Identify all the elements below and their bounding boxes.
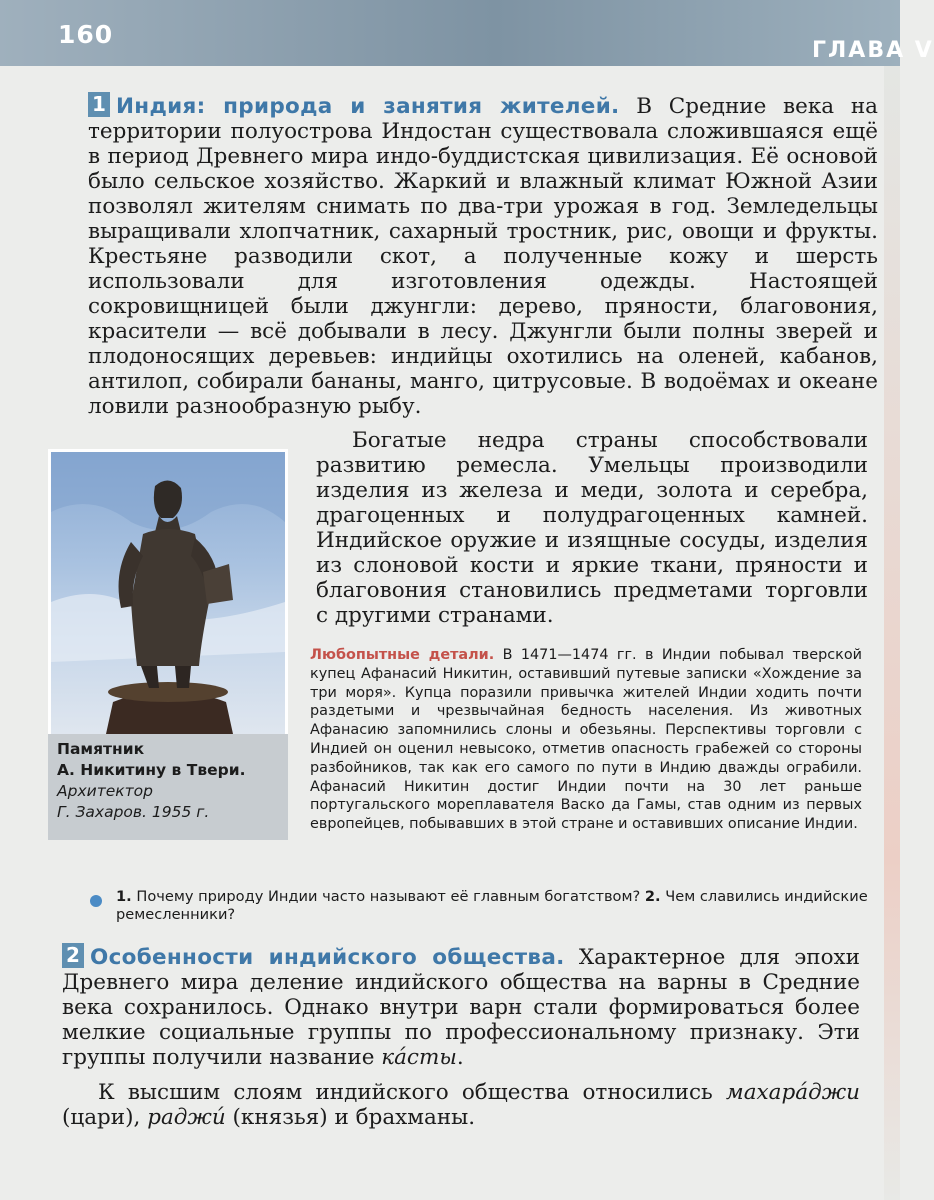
review-questions — [116, 888, 882, 924]
page-header — [0, 0, 934, 66]
curious-details-box — [310, 646, 862, 834]
section-1-paragraph-1 — [88, 92, 878, 419]
caption-architect-label: Архитектор — [57, 782, 153, 800]
caption-title-line-2: А. Никитину в Твери. — [57, 761, 246, 779]
question-1-text: Почему природу Индии часто называют её главным богатством? — [131, 888, 645, 905]
section-2-paragraph-2 — [62, 1080, 860, 1130]
question-1-number: 1. — [116, 888, 132, 905]
section-2-text-a: Характерное для эпохи Древнего мира деление индийского общества на варны в Средние века сохранилось. Однако внутри варн стали формироваться более мелкие социальные группы по профессиональному признаку. Эти группы получили название — [62, 945, 860, 1070]
page-number: 160 — [58, 20, 114, 49]
photo-caption — [48, 734, 288, 840]
section-1-paragraph-2: Богатые недра страны способствовали развитию ремесла. Умельцы производили изделия из железа и меди, золота и серебра, драгоценных и полудрагоценных камней. Индийское оружие и изящные сосуды, изделия из слоновой кости и яркие ткани, пряности и благовония становились предметами торговли с другими странами. — [316, 428, 868, 628]
caption-architect-name: Г. Захаров. 1955 г. — [57, 803, 210, 821]
section-2-para2-c: (князья) и брахманы. — [225, 1105, 476, 1130]
term-maharaja: махара́джи — [725, 1080, 860, 1105]
page-edge — [884, 66, 900, 1200]
chapter-label: ГЛАВА V — [812, 38, 934, 63]
details-text: В 1471—1474 гг. в Индии побывал тверской купец Афанасий Никитин, оставивший путевые записки «Хождение за три моря». Купца поразили привычка жителей Индии ходить почти раздетыми и чрезвычайная бедность населения. Из животных Афанасию запомнились слоны и обезьяны. Перспективы торговли с Индией он оценил невысоко, отметив опасность грабежей со стороны разбойников, так как его самого по пути в Индию дважды ограбили. Афанасий Никитин достиг Индии почти на 30 лет раньше португальского мореплавателя Васко да Гамы, став одним из первых европейцев, побывавших в этой стране и оставивших описание Индии. — [310, 647, 862, 833]
details-label: Любопытные детали. — [310, 647, 495, 663]
section-1-number: 1 — [88, 92, 110, 117]
nikitin-monument-photo — [48, 449, 288, 737]
term-raja: раджи́ — [147, 1105, 226, 1130]
section-1-text: В Средние века на территории полуострова Индостан существовала сложившаяся ещё в период Древнего мира индо-буддистская цивилизация. Её основой было сельское хозяйство. Жаркий и влажный климат Южной Азии позволял жителям снимать по два-три урожая в год. Земледельцы выращивали хлопчатник, сахарный тростник, рис, овощи и фрукты. Крестьяне разводили скот, а полученные кожу и шерсть использовали для изготовления одежды. Настоящей сокровищницей были джунгли: дерево, пряности, благовония, красители — всё добывали в лесу. Джунгли были полны зверей и плодоносящих деревьев: индийцы охотились на оленей, кабанов, антилоп, собирали бананы, манго, цитрусовые. В водоёмах и океане ловили разнообразную рыбу. — [88, 94, 878, 419]
section-2-text-b: . — [456, 1045, 464, 1070]
section-2-number: 2 — [62, 943, 84, 968]
question-2-text: Чем славились индийские ремесленники? — [116, 888, 868, 923]
term-castes: ка́сты — [381, 1045, 457, 1070]
section-2-paragraph-1 — [62, 943, 860, 1070]
section-2-para2-a: К высшим слоям индийского общества относились — [98, 1080, 726, 1105]
caption-title-line-1: Памятник — [57, 740, 145, 758]
question-2-number: 2. — [644, 888, 661, 905]
section-1-title: Индия: природа и занятия жителей. — [116, 94, 620, 119]
section-2-title: Особенности индийского общества. — [90, 945, 565, 970]
section-2-para2-b: (цари), — [62, 1105, 148, 1130]
questions-bullet-icon — [90, 895, 102, 907]
